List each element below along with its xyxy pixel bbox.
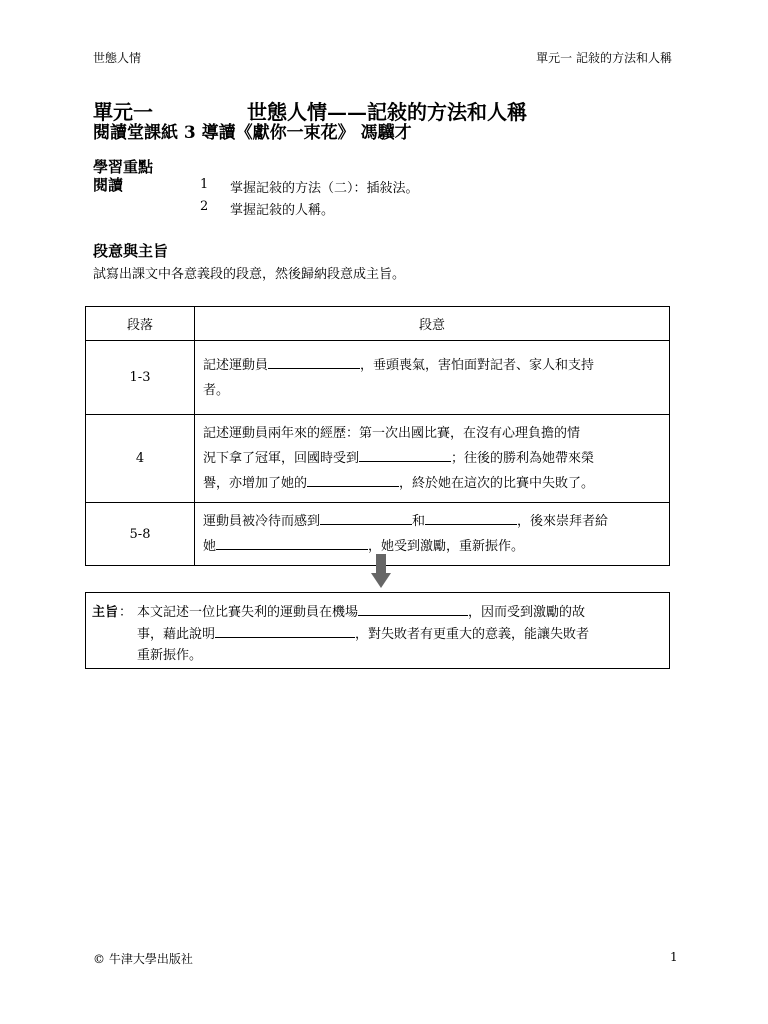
answer-blank[interactable] — [268, 356, 360, 369]
answer-blank[interactable] — [359, 449, 451, 462]
unit-label: 單元一 — [93, 100, 153, 124]
theme-line-1: 本文記述一位比賽失利的運動員在機場 ，因而受到激勵的故 — [137, 605, 586, 620]
meaning-cell: 運動員被冷待而感到 和 ，後來崇拜者給 她 ，她受到激勵，重新振作。 — [195, 503, 670, 566]
meaning-cell: 記述運動員兩年來的經歷：第一次出國比賽，在沒有心理負擔的情 況下拿了冠軍，回國時受到 ；往後的勝利為她帶來榮 譽，亦增加了她的 ，終於她在這次的比賽中失敗了。 — [195, 415, 670, 503]
answer-blank[interactable] — [425, 512, 517, 525]
answer-blank[interactable] — [358, 603, 468, 616]
table-header-row — [86, 307, 670, 341]
theme-line-2: 事，藉此說明 ，對失敗者有更重大的意義，能讓失敗者 — [137, 627, 590, 642]
answer-blank[interactable] — [215, 625, 355, 638]
table-row — [86, 415, 670, 503]
header-meaning: 段意 — [195, 307, 670, 341]
paragraph-table — [85, 306, 670, 566]
page-number: 1 — [670, 950, 678, 964]
header-right: 單元一 記敍的方法和人稱 — [536, 51, 672, 65]
header-paragraph: 段落 — [86, 307, 195, 341]
focus-item-2: 掌握記敍的人稱。 — [230, 203, 335, 218]
unit-topic: 世態人情——記敍的方法和人稱 — [247, 100, 527, 124]
theme-box: 主旨 ： 本文記述一位比賽失利的運動員在機場 ，因而受到激勵的故 事，藉此說明 ，對失敗者有更重大的意義，能讓失敗者 重新振作。 — [85, 592, 670, 669]
section-heading: 段意與主旨 — [93, 242, 169, 260]
header-left: 世態人情 — [93, 51, 142, 65]
focus-label: 閱讀 — [93, 176, 124, 194]
focus-heading: 學習重點 — [93, 158, 154, 176]
para-cell: 4 — [86, 415, 195, 503]
answer-blank[interactable] — [320, 512, 412, 525]
focus-item-1: 掌握記敍的方法（二）：插敍法。 — [230, 181, 419, 196]
para-cell: 1-3 — [86, 341, 195, 415]
theme-label: 主旨 — [92, 605, 119, 620]
meaning-cell: 記述運動員 ，垂頭喪氣，害怕面對記者、家人和支持 者。 — [195, 341, 670, 415]
focus-item-2-num: 2 — [200, 199, 209, 214]
answer-blank[interactable] — [216, 537, 368, 550]
table-row — [86, 341, 670, 415]
focus-item-1-num: 1 — [200, 177, 209, 192]
down-arrow-icon — [371, 554, 391, 588]
theme-line-3: 重新振作。 — [137, 648, 203, 663]
section-instruction: 試寫出課文中各意義段的段意，然後歸納段意成主旨。 — [93, 267, 406, 282]
worksheet-title: 閱讀堂課紙 3 導讀《獻你一束花》 馮驥才 — [93, 123, 412, 143]
answer-blank[interactable] — [307, 474, 399, 487]
para-cell: 5-8 — [86, 503, 195, 566]
copyright: © 牛津大學出版社 — [93, 952, 193, 966]
